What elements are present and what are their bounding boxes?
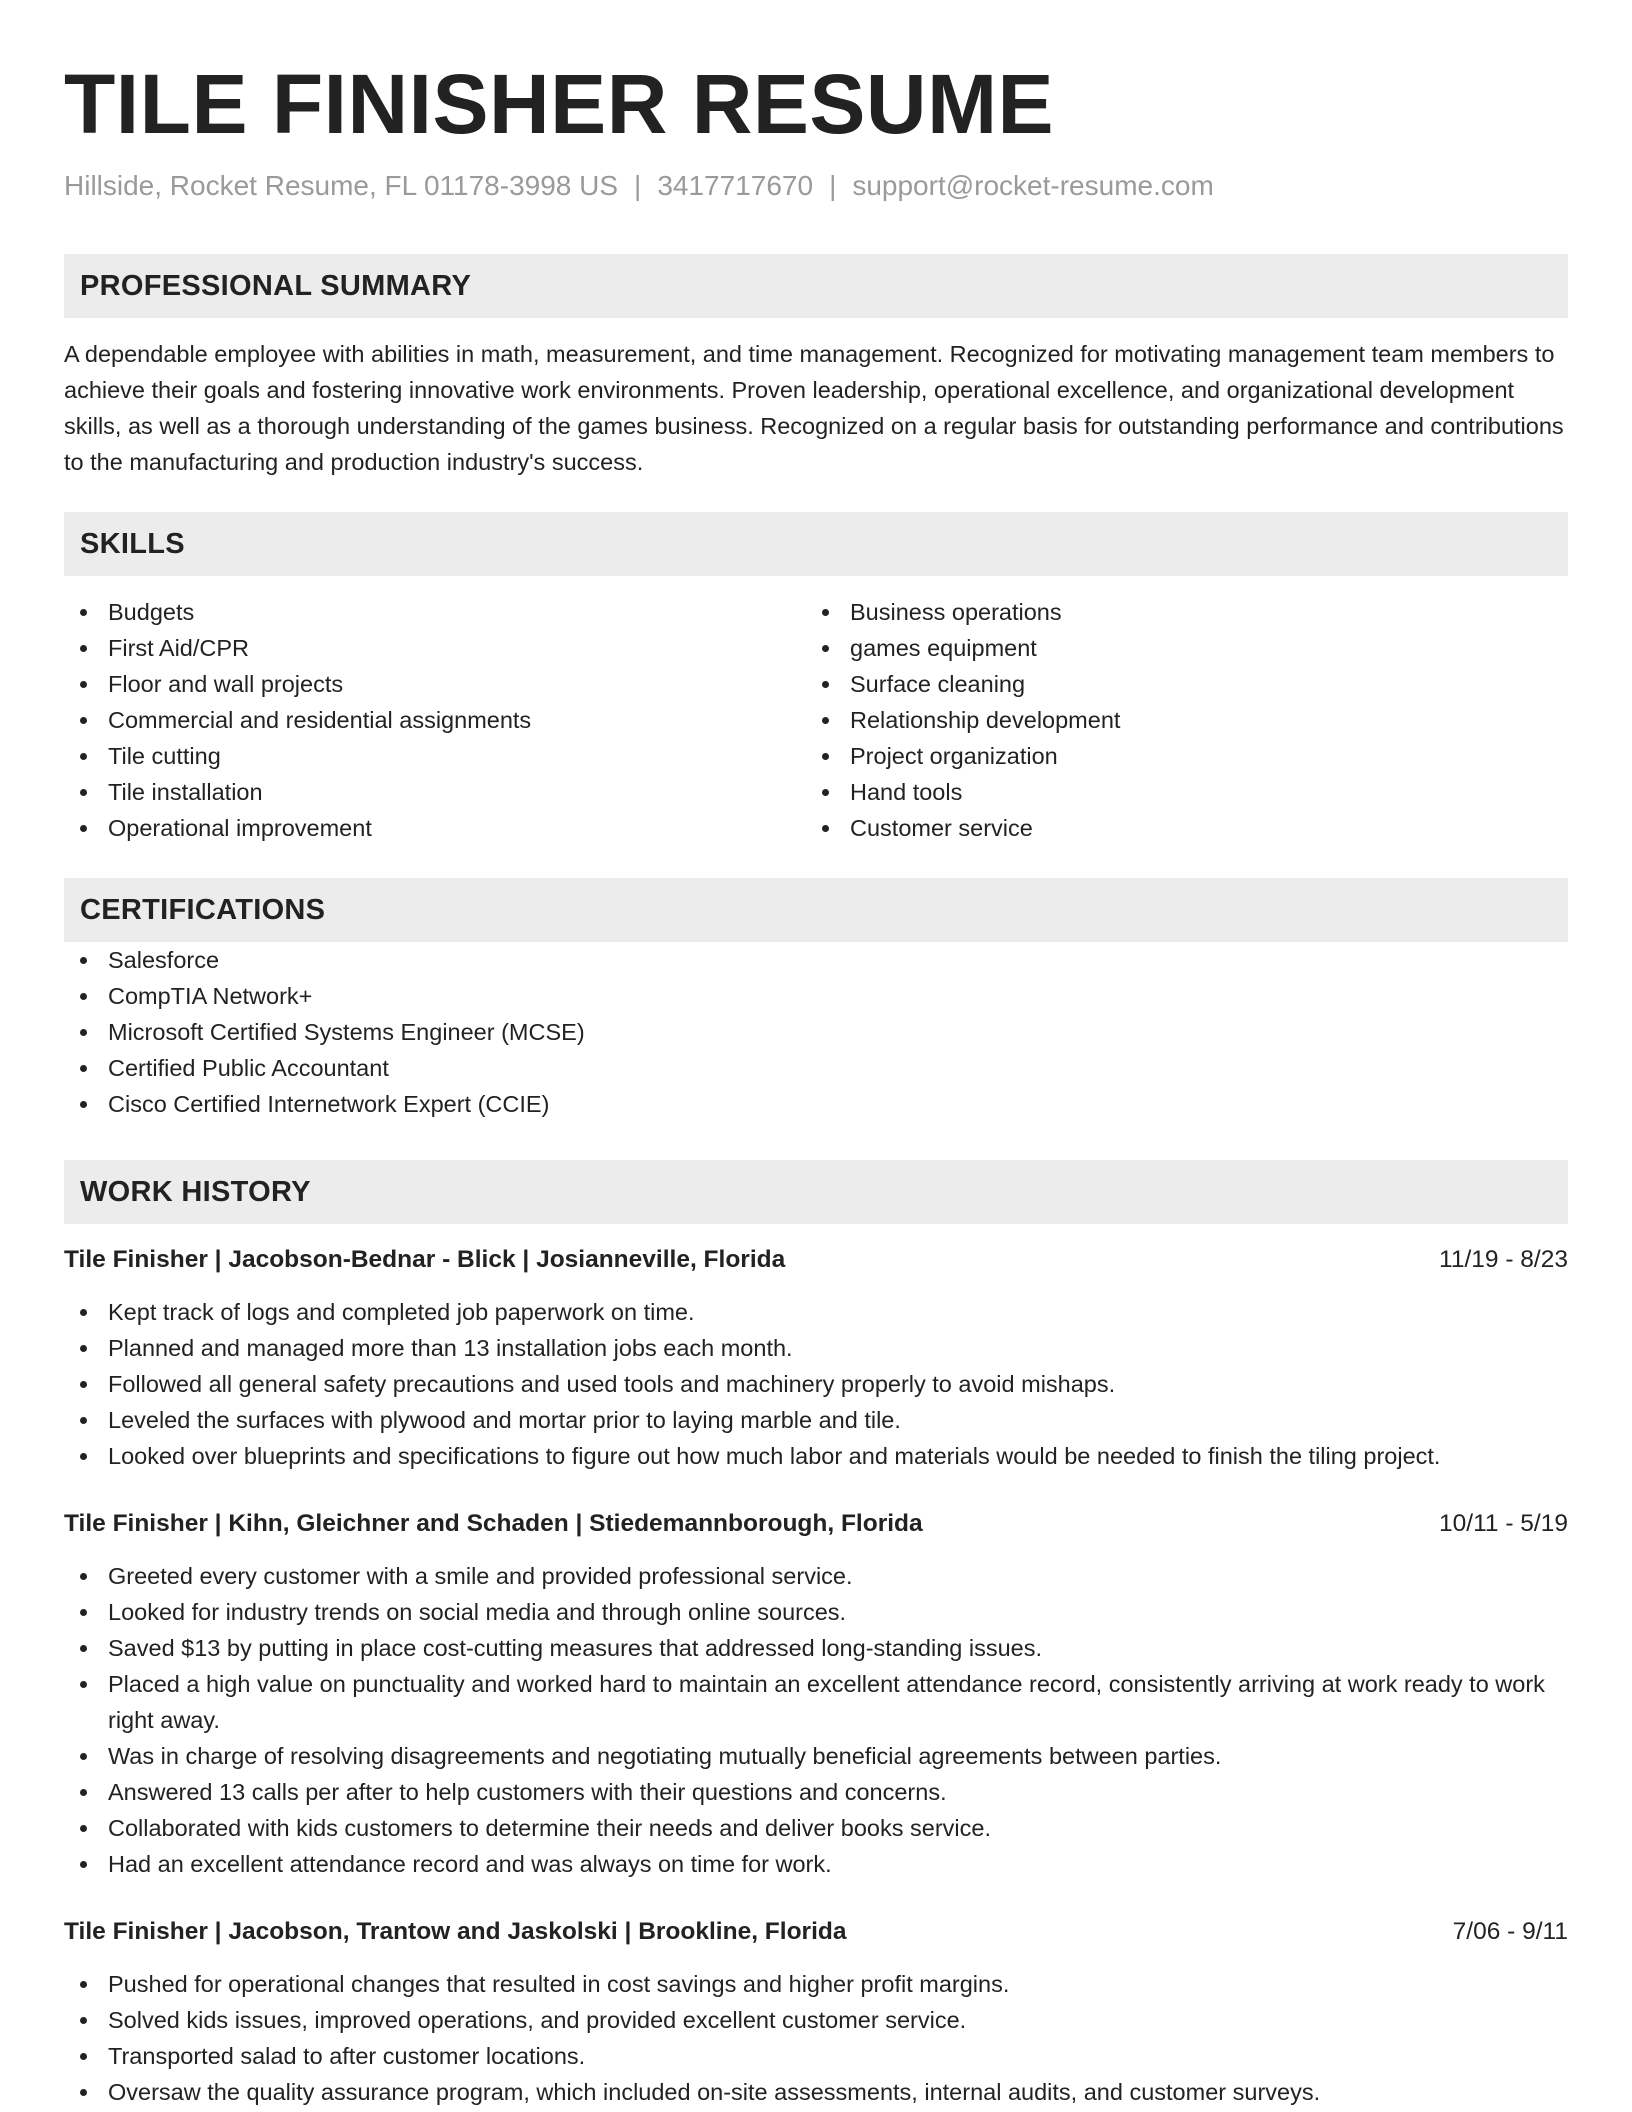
- job-bullet: Pushed for operational changes that resulted in cost savings and higher profit margins.: [64, 1966, 1568, 2002]
- skill-item: Surface cleaning: [806, 666, 1548, 702]
- skills-grid: [64, 594, 1568, 846]
- contact-line: [64, 168, 1568, 204]
- job-bullet: Oversaw the quality assurance program, which included on-site assessments, internal audits, and customer surveys.: [64, 2074, 1568, 2110]
- job-bullet: Solved kids issues, improved operations, and provided excellent customer service.: [64, 2002, 1568, 2038]
- skill-item: Project organization: [806, 738, 1548, 774]
- certification-item: Certified Public Accountant: [64, 1050, 1568, 1086]
- job-bullet: Followed all general safety precautions and used tools and machinery properly to avoid mishaps.: [64, 1366, 1568, 1402]
- job-bullet: Leveled the surfaces with plywood and mortar prior to laying marble and tile.: [64, 1402, 1568, 1438]
- job-bullet: Answered 13 calls per after to help customers with their questions and concerns.: [64, 1774, 1568, 1810]
- job-bullets: [64, 1966, 1568, 2110]
- job-header: [64, 1914, 1568, 1950]
- skill-item: Floor and wall projects: [64, 666, 806, 702]
- job-bullet: Was in charge of resolving disagreements and negotiating mutually beneficial agreements between parties.: [64, 1738, 1568, 1774]
- job-bullet: Saved $13 by putting in place cost-cutting measures that addressed long-standing issues.: [64, 1630, 1568, 1666]
- certification-item: Microsoft Certified Systems Engineer (MCSE): [64, 1014, 1568, 1050]
- certifications-list: [64, 942, 1568, 1122]
- skills-list-left: [64, 594, 806, 846]
- job-entry: [64, 1914, 1568, 2110]
- job-bullet: Transported salad to after customer locations.: [64, 2038, 1568, 2074]
- job-header: [64, 1506, 1568, 1542]
- certification-item: Cisco Certified Internetwork Expert (CCIE): [64, 1086, 1568, 1122]
- job-header: [64, 1242, 1568, 1278]
- skill-item: Commercial and residential assignments: [64, 702, 806, 738]
- skill-item: Budgets: [64, 594, 806, 630]
- skill-item: Operational improvement: [64, 810, 806, 846]
- skill-item: Customer service: [806, 810, 1548, 846]
- certification-item: CompTIA Network+: [64, 978, 1568, 1014]
- job-dates: 7/06 - 9/11: [1452, 1918, 1568, 1945]
- contact-separator: |: [829, 170, 837, 201]
- skill-item: First Aid/CPR: [64, 630, 806, 666]
- job-entry: [64, 1506, 1568, 1882]
- resume-title: TILE FINISHER RESUME: [64, 57, 1055, 151]
- job-bullet: Had an excellent attendance record and was always on time for work.: [64, 1846, 1568, 1882]
- certification-item: Salesforce: [64, 942, 1568, 978]
- contact-phone: 3417717670: [657, 170, 814, 201]
- contact-address: Hillside, Rocket Resume, FL 01178-3998 US: [64, 170, 619, 201]
- job-bullet: Placed a high value on punctuality and worked hard to maintain an excellent attendance record, consistently arriving at work ready to work right away.: [64, 1666, 1568, 1738]
- skill-item: Tile cutting: [64, 738, 806, 774]
- job-dates: 10/11 - 5/19: [1439, 1510, 1568, 1537]
- skill-item: Relationship development: [806, 702, 1548, 738]
- job-entry: [64, 1242, 1568, 1474]
- contact-separator: |: [634, 170, 642, 201]
- certifications-heading: CERTIFICATIONS: [64, 878, 1568, 942]
- skills-heading: SKILLS: [64, 512, 1568, 576]
- skill-item: games equipment: [806, 630, 1548, 666]
- job-bullets: [64, 1294, 1568, 1474]
- job-bullet: Collaborated with kids customers to determine their needs and deliver books service.: [64, 1810, 1568, 1846]
- job-title: Tile Finisher | Jacobson, Trantow and Jaskolski | Brookline, Florida: [64, 1918, 847, 1945]
- contact-email: support@rocket-resume.com: [852, 170, 1214, 201]
- summary-text: A dependable employee with abilities in math, measurement, and time management. Recognized for motivating management team members to achieve their goals and fostering innovative work environments. Proven leadership, operational excellence, and organizational development skills, as well as a thorough understanding of the games business. Recognized on a regular basis for outstanding performance and contributions to the manufacturing and production industry's success.: [64, 341, 1564, 475]
- job-bullet: Greeted every customer with a smile and provided professional service.: [64, 1558, 1568, 1594]
- skill-item: Business operations: [806, 594, 1548, 630]
- summary-heading: PROFESSIONAL SUMMARY: [64, 254, 1568, 318]
- job-bullet: Looked for industry trends on social media and through online sources.: [64, 1594, 1568, 1630]
- job-dates: 11/19 - 8/23: [1439, 1246, 1568, 1273]
- job-title: Tile Finisher | Jacobson-Bednar - Blick | Josianneville, Florida: [64, 1246, 786, 1273]
- work-history-heading: WORK HISTORY: [64, 1160, 1568, 1224]
- job-bullet: Kept track of logs and completed job paperwork on time.: [64, 1294, 1568, 1330]
- job-bullet: Planned and managed more than 13 installation jobs each month.: [64, 1330, 1568, 1366]
- job-bullet: Looked over blueprints and specifications to figure out how much labor and materials would be needed to finish the tiling project.: [64, 1438, 1568, 1474]
- job-title: Tile Finisher | Kihn, Gleichner and Schaden | Stiedemannborough, Florida: [64, 1510, 923, 1537]
- skills-list-right: [806, 594, 1548, 846]
- skill-item: Hand tools: [806, 774, 1548, 810]
- skill-item: Tile installation: [64, 774, 806, 810]
- job-bullets: [64, 1558, 1568, 1882]
